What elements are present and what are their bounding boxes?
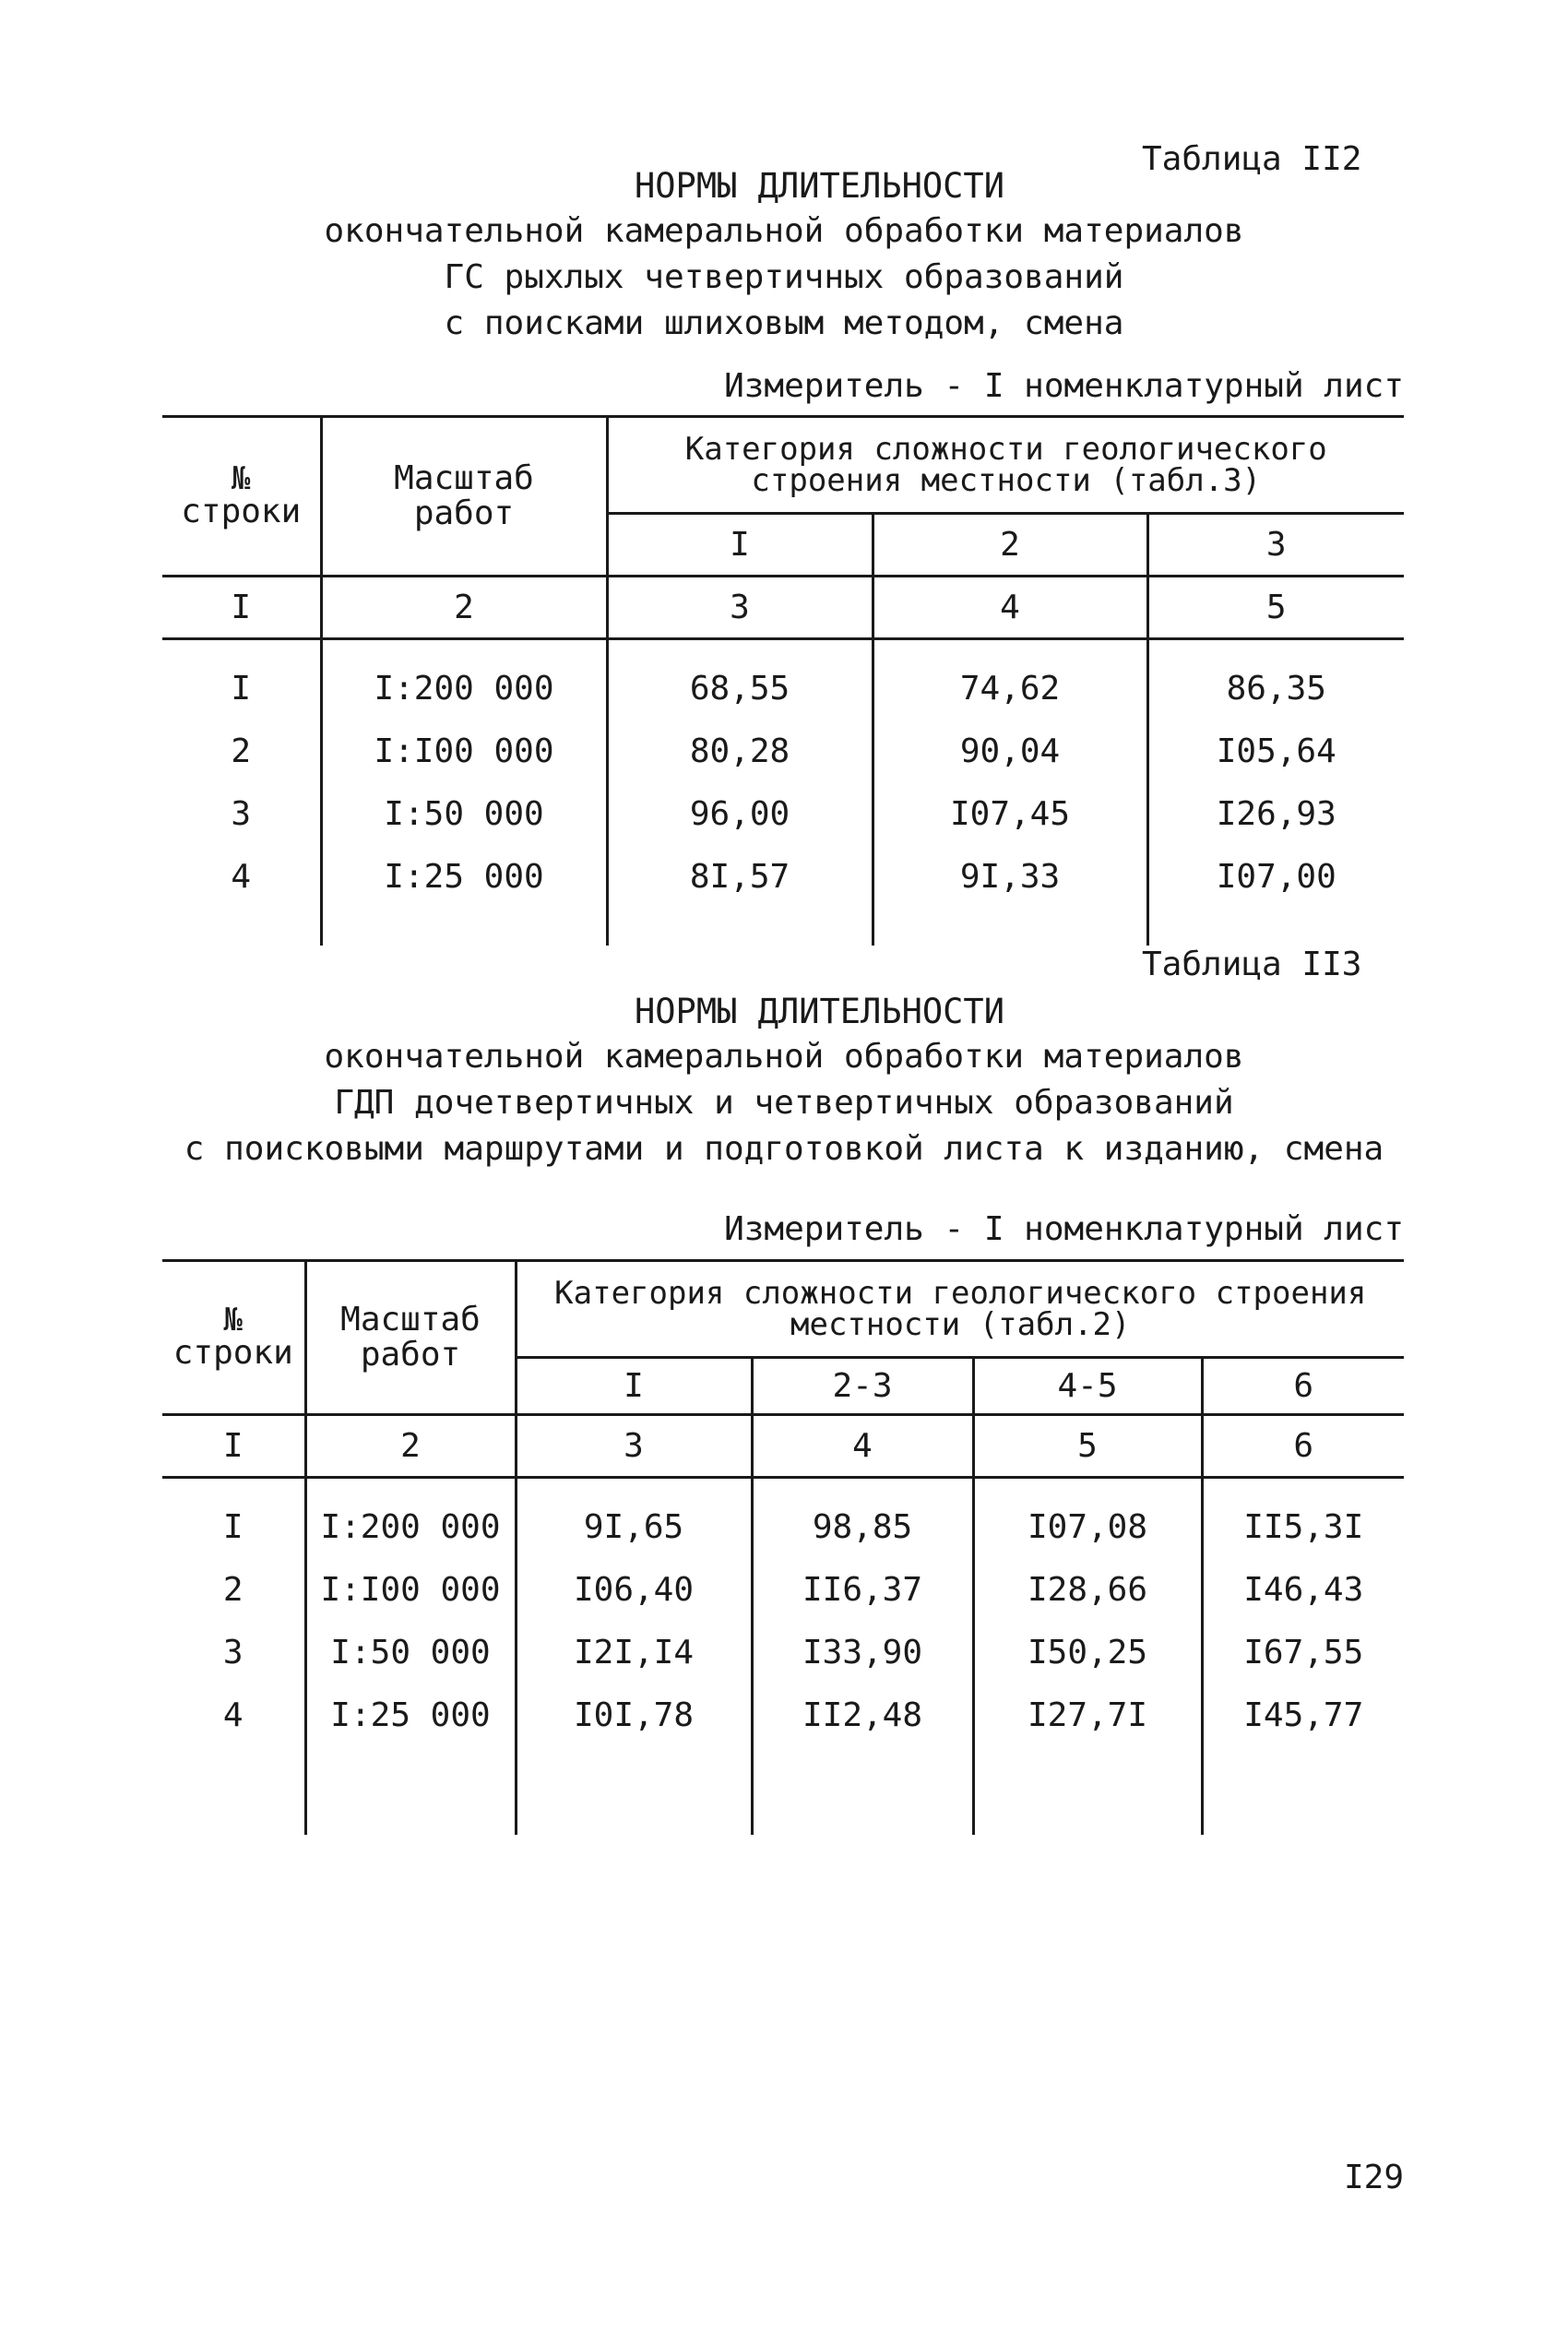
table-113-subtitle-3: с поисковыми маршрутами и подготовкой листа к изданию, смена xyxy=(184,1130,1384,1168)
row-scale: I:200 000 xyxy=(305,1496,516,1559)
subcol-2: 2 xyxy=(873,514,1147,577)
row-value: 9I,65 xyxy=(516,1496,752,1559)
col-number: 4 xyxy=(873,577,1147,639)
subcol-3: 4-5 xyxy=(973,1358,1202,1415)
row-scale: I:50 000 xyxy=(321,783,607,846)
row-value: 9I,33 xyxy=(873,846,1147,909)
row-number: I xyxy=(231,670,252,708)
subcol-1: I xyxy=(516,1358,752,1415)
row-number: I xyxy=(222,1508,244,1546)
row-value: 98,85 xyxy=(752,1496,973,1559)
col-number: 6 xyxy=(1202,1415,1404,1478)
row-value: I46,43 xyxy=(1202,1559,1404,1622)
row-value: 68,55 xyxy=(607,658,873,720)
col-number: I xyxy=(162,577,321,639)
table-112-label: Таблица II2 xyxy=(1142,140,1362,178)
row-number: 4 xyxy=(231,858,252,896)
table-113-subtitle-1: окончательной камеральной обработки материалов xyxy=(324,1038,1244,1076)
table-row xyxy=(162,658,1404,720)
table-row xyxy=(162,1559,1404,1622)
row-value: 80,28 xyxy=(607,720,873,783)
row-value: I07,00 xyxy=(1147,846,1404,909)
row-value: I07,45 xyxy=(873,783,1147,846)
row-scale: I:200 000 xyxy=(321,658,607,720)
row-value: II2,48 xyxy=(752,1684,973,1747)
row-value: I0I,78 xyxy=(516,1684,752,1747)
row-value: I67,55 xyxy=(1202,1622,1404,1684)
table-row xyxy=(162,720,1404,783)
table-112-meter: Измеритель - I номенклатурный лист xyxy=(724,367,1404,405)
row-value: 74,62 xyxy=(873,658,1147,720)
header-row-no: № строки xyxy=(162,417,321,577)
page-number: I29 xyxy=(1343,2159,1404,2196)
col-number: 4 xyxy=(752,1415,973,1478)
table-112-subtitle-1: окончательной камеральной обработки материалов xyxy=(324,212,1244,250)
row-value: 96,00 xyxy=(607,783,873,846)
row-scale: I:I00 000 xyxy=(321,720,607,783)
row-scale: I:25 000 xyxy=(321,846,607,909)
row-number: 3 xyxy=(231,795,252,833)
header-row-no: № строки xyxy=(162,1261,305,1415)
table-113-title: НОРМЫ ДЛИТЕЛЬНОСТИ xyxy=(635,992,1004,1031)
row-value: II6,37 xyxy=(752,1559,973,1622)
table-112-subtitle-3: с поисками шлиховым методом, смена xyxy=(444,304,1124,342)
table-row xyxy=(162,1684,1404,1747)
column-number-row xyxy=(162,577,1404,639)
col-number: 3 xyxy=(607,577,873,639)
row-value: 8I,57 xyxy=(607,846,873,909)
subcol-3: 3 xyxy=(1147,514,1404,577)
row-number: 2 xyxy=(231,732,252,770)
row-value: I05,64 xyxy=(1147,720,1404,783)
table-112-title: НОРМЫ ДЛИТЕЛЬНОСТИ xyxy=(635,166,1004,206)
row-value: I45,77 xyxy=(1202,1684,1404,1747)
subcol-1: I xyxy=(607,514,873,577)
row-value: I07,08 xyxy=(973,1496,1202,1559)
table-row xyxy=(162,1622,1404,1684)
col-number: 5 xyxy=(973,1415,1202,1478)
col-number: 2 xyxy=(305,1415,516,1478)
table-row xyxy=(162,1496,1404,1559)
row-scale: I:25 000 xyxy=(305,1684,516,1747)
header-category: Категория сложности геологического строения местности (табл.3) xyxy=(607,417,1404,514)
col-number: 5 xyxy=(1147,577,1404,639)
subcol-4: 6 xyxy=(1202,1358,1404,1415)
row-value: I28,66 xyxy=(973,1559,1202,1622)
row-scale: I:I00 000 xyxy=(305,1559,516,1622)
table-113-subtitle-2: ГДП дочетвертичных и четвертичных образований xyxy=(334,1084,1234,1122)
row-value: I27,7I xyxy=(973,1684,1202,1747)
table-113-label: Таблица II3 xyxy=(1142,946,1362,983)
row-scale: I:50 000 xyxy=(305,1622,516,1684)
header-scale: Масштаб работ xyxy=(305,1261,516,1415)
col-number: 3 xyxy=(516,1415,752,1478)
column-number-row xyxy=(162,1415,1404,1478)
table-112 xyxy=(162,415,1404,946)
row-number: 3 xyxy=(222,1634,244,1672)
subcol-2: 2-3 xyxy=(752,1358,973,1415)
table-113 xyxy=(162,1259,1404,1835)
row-number: 2 xyxy=(222,1571,244,1609)
row-value: I2I,I4 xyxy=(516,1622,752,1684)
row-value: II5,3I xyxy=(1202,1496,1404,1559)
header-category: Категория сложности геологического строения местности (табл.2) xyxy=(516,1261,1404,1358)
row-value: I50,25 xyxy=(973,1622,1202,1684)
table-113-meter: Измеритель - I номенклатурный лист xyxy=(724,1210,1404,1248)
header-scale: Масштаб работ xyxy=(321,417,607,577)
col-number: 2 xyxy=(321,577,607,639)
col-number: I xyxy=(162,1415,305,1478)
row-value: 86,35 xyxy=(1147,658,1404,720)
row-value: I26,93 xyxy=(1147,783,1404,846)
table-row xyxy=(162,783,1404,846)
row-value: I33,90 xyxy=(752,1622,973,1684)
row-value: 90,04 xyxy=(873,720,1147,783)
table-row xyxy=(162,846,1404,909)
row-value: I06,40 xyxy=(516,1559,752,1622)
row-number: 4 xyxy=(222,1696,244,1734)
table-112-subtitle-2: ГС рыхлых четвертичных образований xyxy=(444,258,1124,296)
